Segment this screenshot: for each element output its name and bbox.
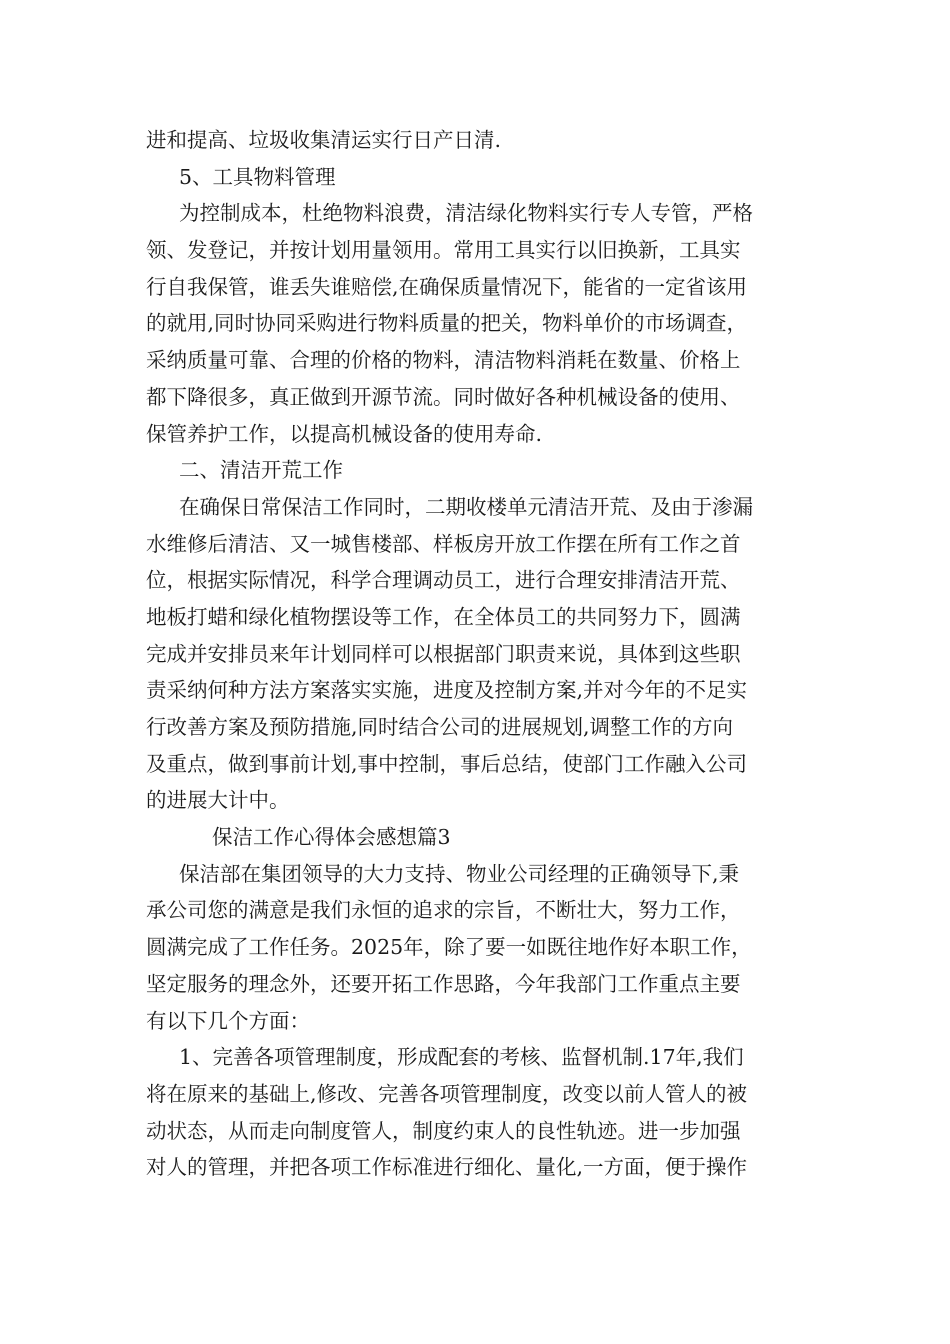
paragraph-line: 保管养护工作，以提高机械设备的使用寿命. xyxy=(146,421,543,446)
paragraph-line: 对人的管理，并把各项工作标准进行细化、量化,一方面，便于操作 xyxy=(146,1155,748,1180)
section-heading: 二、清洁开荒工作 xyxy=(179,458,343,483)
paragraph-line: 有以下几个方面： xyxy=(146,1008,310,1033)
paragraph-line: 保洁部在集团领导的大力支持、物业公司经理的正确领导下,秉 xyxy=(179,861,740,886)
paragraph-line: 承公司您的满意是我们永恒的追求的宗旨，不断壮大，努力工作， xyxy=(146,898,741,923)
paragraph-line: 在确保日常保洁工作同时，二期收楼单元清洁开荒、及由于渗漏 xyxy=(179,494,753,519)
paragraph-line: 及重点，做到事前计划,事中控制，事后总结，使部门工作融入公司 xyxy=(146,751,748,776)
paragraph-line: 的进展大计中。 xyxy=(146,788,290,813)
paragraph-line: 将在原来的基础上,修改、完善各项管理制度，改变以前人管人的被 xyxy=(146,1081,748,1106)
paragraph-line: 都下降很多，真正做到开源节流。同时做好各种机械设备的使用、 xyxy=(146,384,741,409)
paragraph-line: 1、完善各项管理制度，形成配套的考核、监督机制.17年,我们 xyxy=(179,1045,744,1070)
article-title: 保洁工作心得体会感想篇3 xyxy=(212,825,451,850)
paragraph-line: 为控制成本，杜绝物料浪费，清洁绿化物料实行专人专管，严格 xyxy=(179,201,753,226)
paragraph-line: 位，根据实际情况，科学合理调动员工，进行合理安排清洁开荒、 xyxy=(146,568,741,593)
section-heading: 5、工具物料管理 xyxy=(179,164,336,189)
paragraph-line: 地板打蜡和绿化植物摆设等工作，在全体员工的共同努力下，圆满 xyxy=(146,604,741,629)
paragraph-line: 采纳质量可靠、合理的价格的物料，清洁物料消耗在数量、价格上 xyxy=(146,348,741,373)
paragraph-line: 水维修后清洁、又一城售楼部、样板房开放工作摆在所有工作之首 xyxy=(146,531,741,556)
paragraph-line: 动状态，从而走向制度管人，制度约束人的良性轨迹。进一步加强 xyxy=(146,1118,741,1143)
paragraph-line: 进和提高、垃圾收集清运实行日产日清. xyxy=(146,128,502,152)
document-body xyxy=(146,122,806,1186)
paragraph-line: 坚定服务的理念外，还要开拓工作思路，今年我部门工作重点主要 xyxy=(146,971,741,996)
paragraph-line: 行自我保管，谁丢失谁赔偿,在确保质量情况下，能省的一定省该用 xyxy=(146,274,748,299)
paragraph-line: 的就用,同时协同采购进行物料质量的把关，物料单价的市场调查， xyxy=(146,311,748,336)
paragraph-line: 圆满完成了工作任务。2025年，除了要一如既往地作好本职工作， xyxy=(146,935,752,960)
paragraph-line: 行改善方案及预防措施,同时结合公司的进展规划,调整工作的方向 xyxy=(146,715,734,739)
paragraph-line: 责采纳何种方法方案落实实施，进度及控制方案,并对今年的不足实 xyxy=(146,678,748,703)
paragraph-line: 领、发登记，并按计划用量领用。常用工具实行以旧换新，工具实 xyxy=(146,238,741,263)
paragraph-line: 完成并安排员来年计划同样可以根据部门职责来说，具体到这些职 xyxy=(146,641,741,666)
